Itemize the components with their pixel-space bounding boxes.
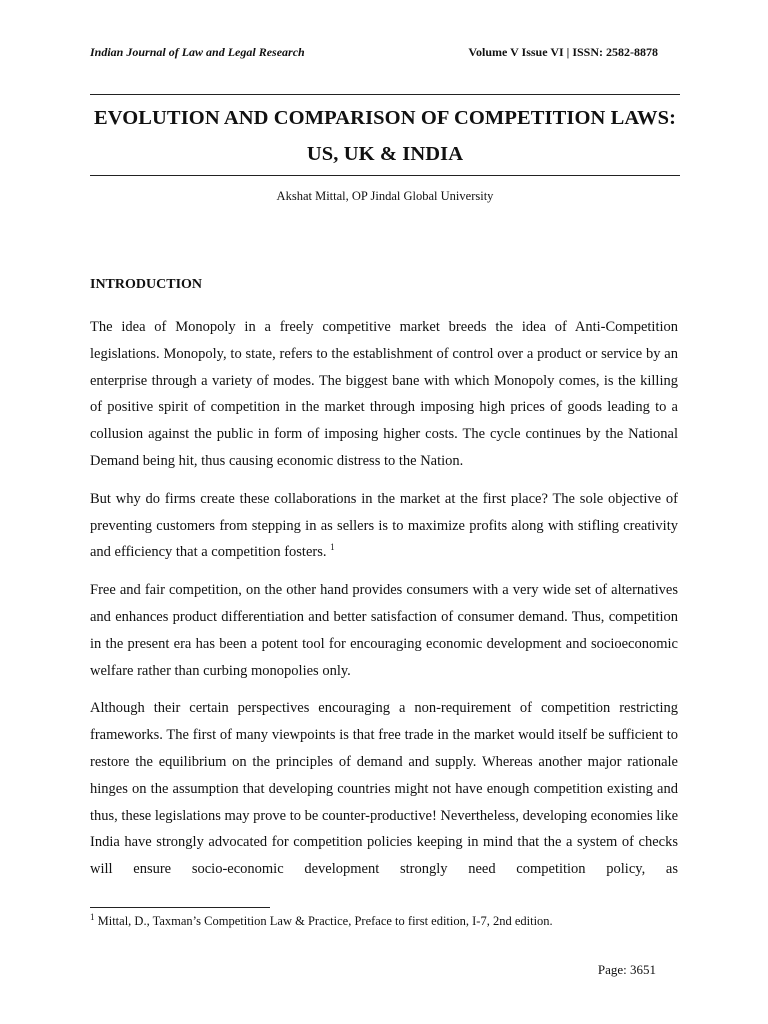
body-text: [90, 314, 678, 894]
paragraph-2-text: But why do firms create these collaborations in the market at the first place? The sole objective of preventing customers from stepping in as sellers is to maximize profits along with stifling creativity and efficiency that a competition fosters.: [90, 490, 678, 561]
author-line: Akshat Mittal, OP Jindal Global University: [276, 189, 494, 203]
page-number: Page: 3651: [597, 962, 656, 977]
running-header: [90, 45, 658, 60]
section-heading: INTRODUCTION: [90, 277, 203, 292]
paragraph-3: Free and fair competition, on the other hand provides consumers with a very wide set of alternatives and enhances product differentiation and better satisfaction of consumer demand. Thus, competition in the present era has been a potent tool for encouraging economic development and socioeconomic welfare rather than curbing monopolies only.: [90, 582, 678, 679]
paragraph-4: Although their certain perspectives encouraging a non-requirement of competition restricting frameworks. The first of many viewpoints is that free trade in the market would itself be sufficient to restore the equilibrium on the principles of demand and supply. Whereas another major rationale hinges on the assumption that developing countries might not have enough competition existing and thus, these legislations may prove to be counter-productive! Nevertheless, developing economies like India have strongly advocated for competition policies keeping in mind that the a system of checks will ensure socio-economic development strongly need competition policy, as: [90, 700, 679, 878]
footnote: [90, 911, 553, 929]
title-rule-bottom: [90, 175, 680, 176]
footnote-marker: 1: [90, 911, 95, 922]
title-rule-top: [90, 94, 680, 95]
volume-issn: Volume V Issue VI | ISSN: 2582-8878: [468, 45, 658, 59]
footnote-separator: [90, 907, 270, 908]
article-title-line-1: EVOLUTION AND COMPARISON OF COMPETITION LAWS:: [93, 107, 677, 129]
paragraph-2: [90, 486, 678, 566]
journal-name: Indian Journal of Law and Legal Research: [90, 45, 305, 59]
article-title: [90, 100, 680, 172]
article-title-line-2: US, UK & INDIA: [306, 143, 464, 165]
footnote-reference: 1: [330, 542, 335, 553]
footnote-text: Mittal, D., Taxman’s Competition Law & Practice, Preface to first edition, I-7, 2nd edition.: [94, 914, 553, 928]
paragraph-1: The idea of Monopoly in a freely competitive market breeds the idea of Anti-Competition legislations. Monopoly, to state, refers to the establishment of control over a product or service by an enterprise through a variety of modes. The biggest bane with which Monopoly comes, is the killing of positive spirit of competition in the market through imposing high prices of goods leading to a collusion against the public in form of imposing higher costs. The cycle continues by the National Demand being hit, thus causing economic distress to the Nation.: [90, 319, 678, 469]
